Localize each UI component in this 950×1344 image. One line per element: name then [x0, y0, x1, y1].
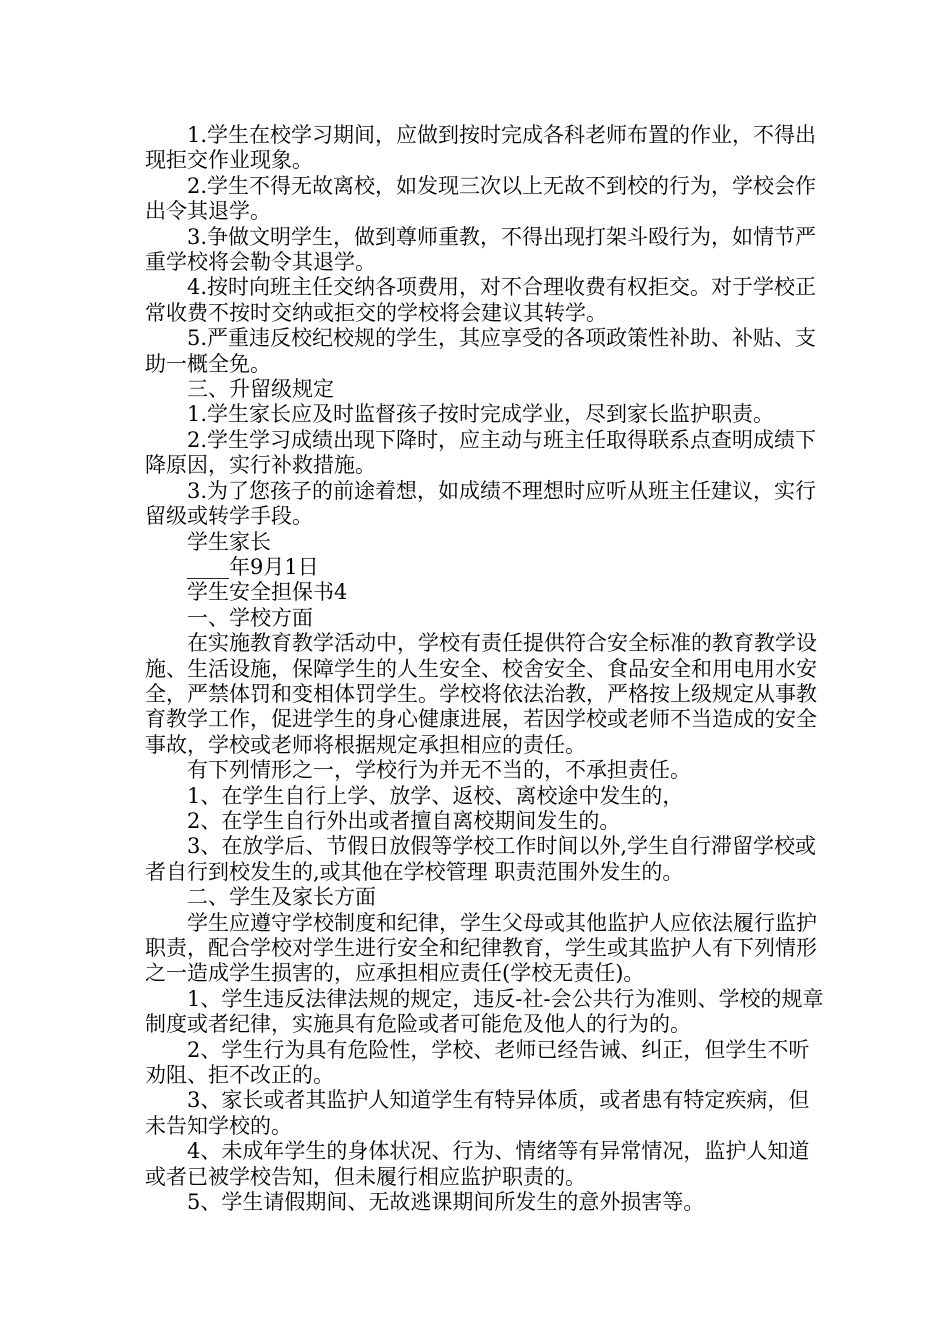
exemption-intro: 有下列情形之一，学校行为并无不当的，不承担责任。 — [187, 758, 691, 783]
section-heading-student-parent: 二、学生及家长方面 — [187, 885, 376, 910]
rule-item-4: 4.按时向班主任交纳各项费用，对不合理收费有权拒交。对于学校正常收费不按时交纳或拒交的学校将会建议其转学。 — [145, 275, 817, 325]
promotion-item-2: 2.学生学习成绩出现下降时，应主动与班主任取得联系点查明成绩下降原因，实行补救措施。 — [145, 427, 817, 478]
liability-item-1: 1、学生违反法律法规的规定，违反-社-会公共行为准则、学校的规章制度或者纪律，实施具有危险或者可能危及他人的行为的。 — [145, 986, 824, 1037]
section-heading-school: 一、学校方面 — [187, 605, 313, 630]
signature-label: 学生家长 — [187, 529, 271, 554]
student-parent-paragraph: 学生应遵守学校制度和纪律，学生父母或其他监护人应依法履行监护职责，配合学校对学生进行安全和纪律教育，学生或其监护人有下列情形之一造成学生损害的，应承担相应责任(学校无责任)。 — [145, 910, 817, 986]
school-responsibility-paragraph: 在实施教育教学活动中，学校有责任提供符合安全标准的教育教学设施、生活设施，保障学生的人生安全、校舍安全、食品安全和用电用水安全，严禁体罚和变相体罚学生。学校将依法治教，严格按上级规定从事教育教学工作，促进学生的身心健康进展，若因学校或老师不当造成的安全事故，学校或老师将根据规定承担相应的责任。 — [145, 631, 817, 757]
promotion-item-3: 3.为了您孩子的前途着想，如成绩不理想时应听从班主任建议，实行留级或转学手段。 — [145, 478, 817, 529]
section-heading-promotion: 三、升留级规定 — [187, 377, 334, 402]
rule-item-2: 2.学生不得无故离校，如发现三次以上无故不到校的行为，学校会作出令其退学。 — [145, 173, 817, 224]
exemption-item-1: 1、在学生自行上学、放学、返校、离校途中发生的， — [187, 783, 684, 808]
document-title: 学生安全担保书4 — [187, 580, 348, 605]
rule-item-1: 1.学生在校学习期间，应做到按时完成各科老师布置的作业，不得出现拒交作业现象。 — [145, 123, 817, 173]
exemption-item-2: 2、在学生自行外出或者擅自离校期间发生的。 — [187, 808, 621, 833]
document-body — [145, 123, 825, 1215]
liability-item-5: 5、学生请假期间、无故逃课期间所发生的意外损害等。 — [187, 1190, 705, 1215]
liability-item-4: 4、未成年学生的身体状况、行为、情绪等有异常情况，监护人知道或者已被学校告知，但未履行相应监护职责的。 — [145, 1139, 810, 1189]
rule-item-5: 5.严重违反校纪校规的学生，其应享受的各项政策性补助、补贴、支助一概全免。 — [145, 326, 817, 376]
liability-item-3: 3、家长或者其监护人知道学生有特异体质，或者患有特定疾病，但未告知学校的。 — [145, 1088, 810, 1138]
date-line: ____年9月1日 — [187, 554, 319, 579]
liability-item-2: 2、学生行为具有危险性，学校、老师已经告诫、纠正，但学生不听劝阻、拒不改正的。 — [145, 1037, 810, 1088]
exemption-item-3: 3、在放学后、节假日放假等学校工作时间以外,学生自行滞留学校或者自行到校发生的,或其他在学校管理 职责范围外发生的。 — [145, 834, 817, 884]
rule-item-3: 3.争做文明学生，做到尊师重教，不得出现打架斗殴行为，如情节严重学校将会勒令其退学。 — [145, 224, 817, 275]
promotion-item-1: 1.学生家长应及时监督孩子按时完成学业，尽到家长监护职责。 — [187, 402, 775, 427]
